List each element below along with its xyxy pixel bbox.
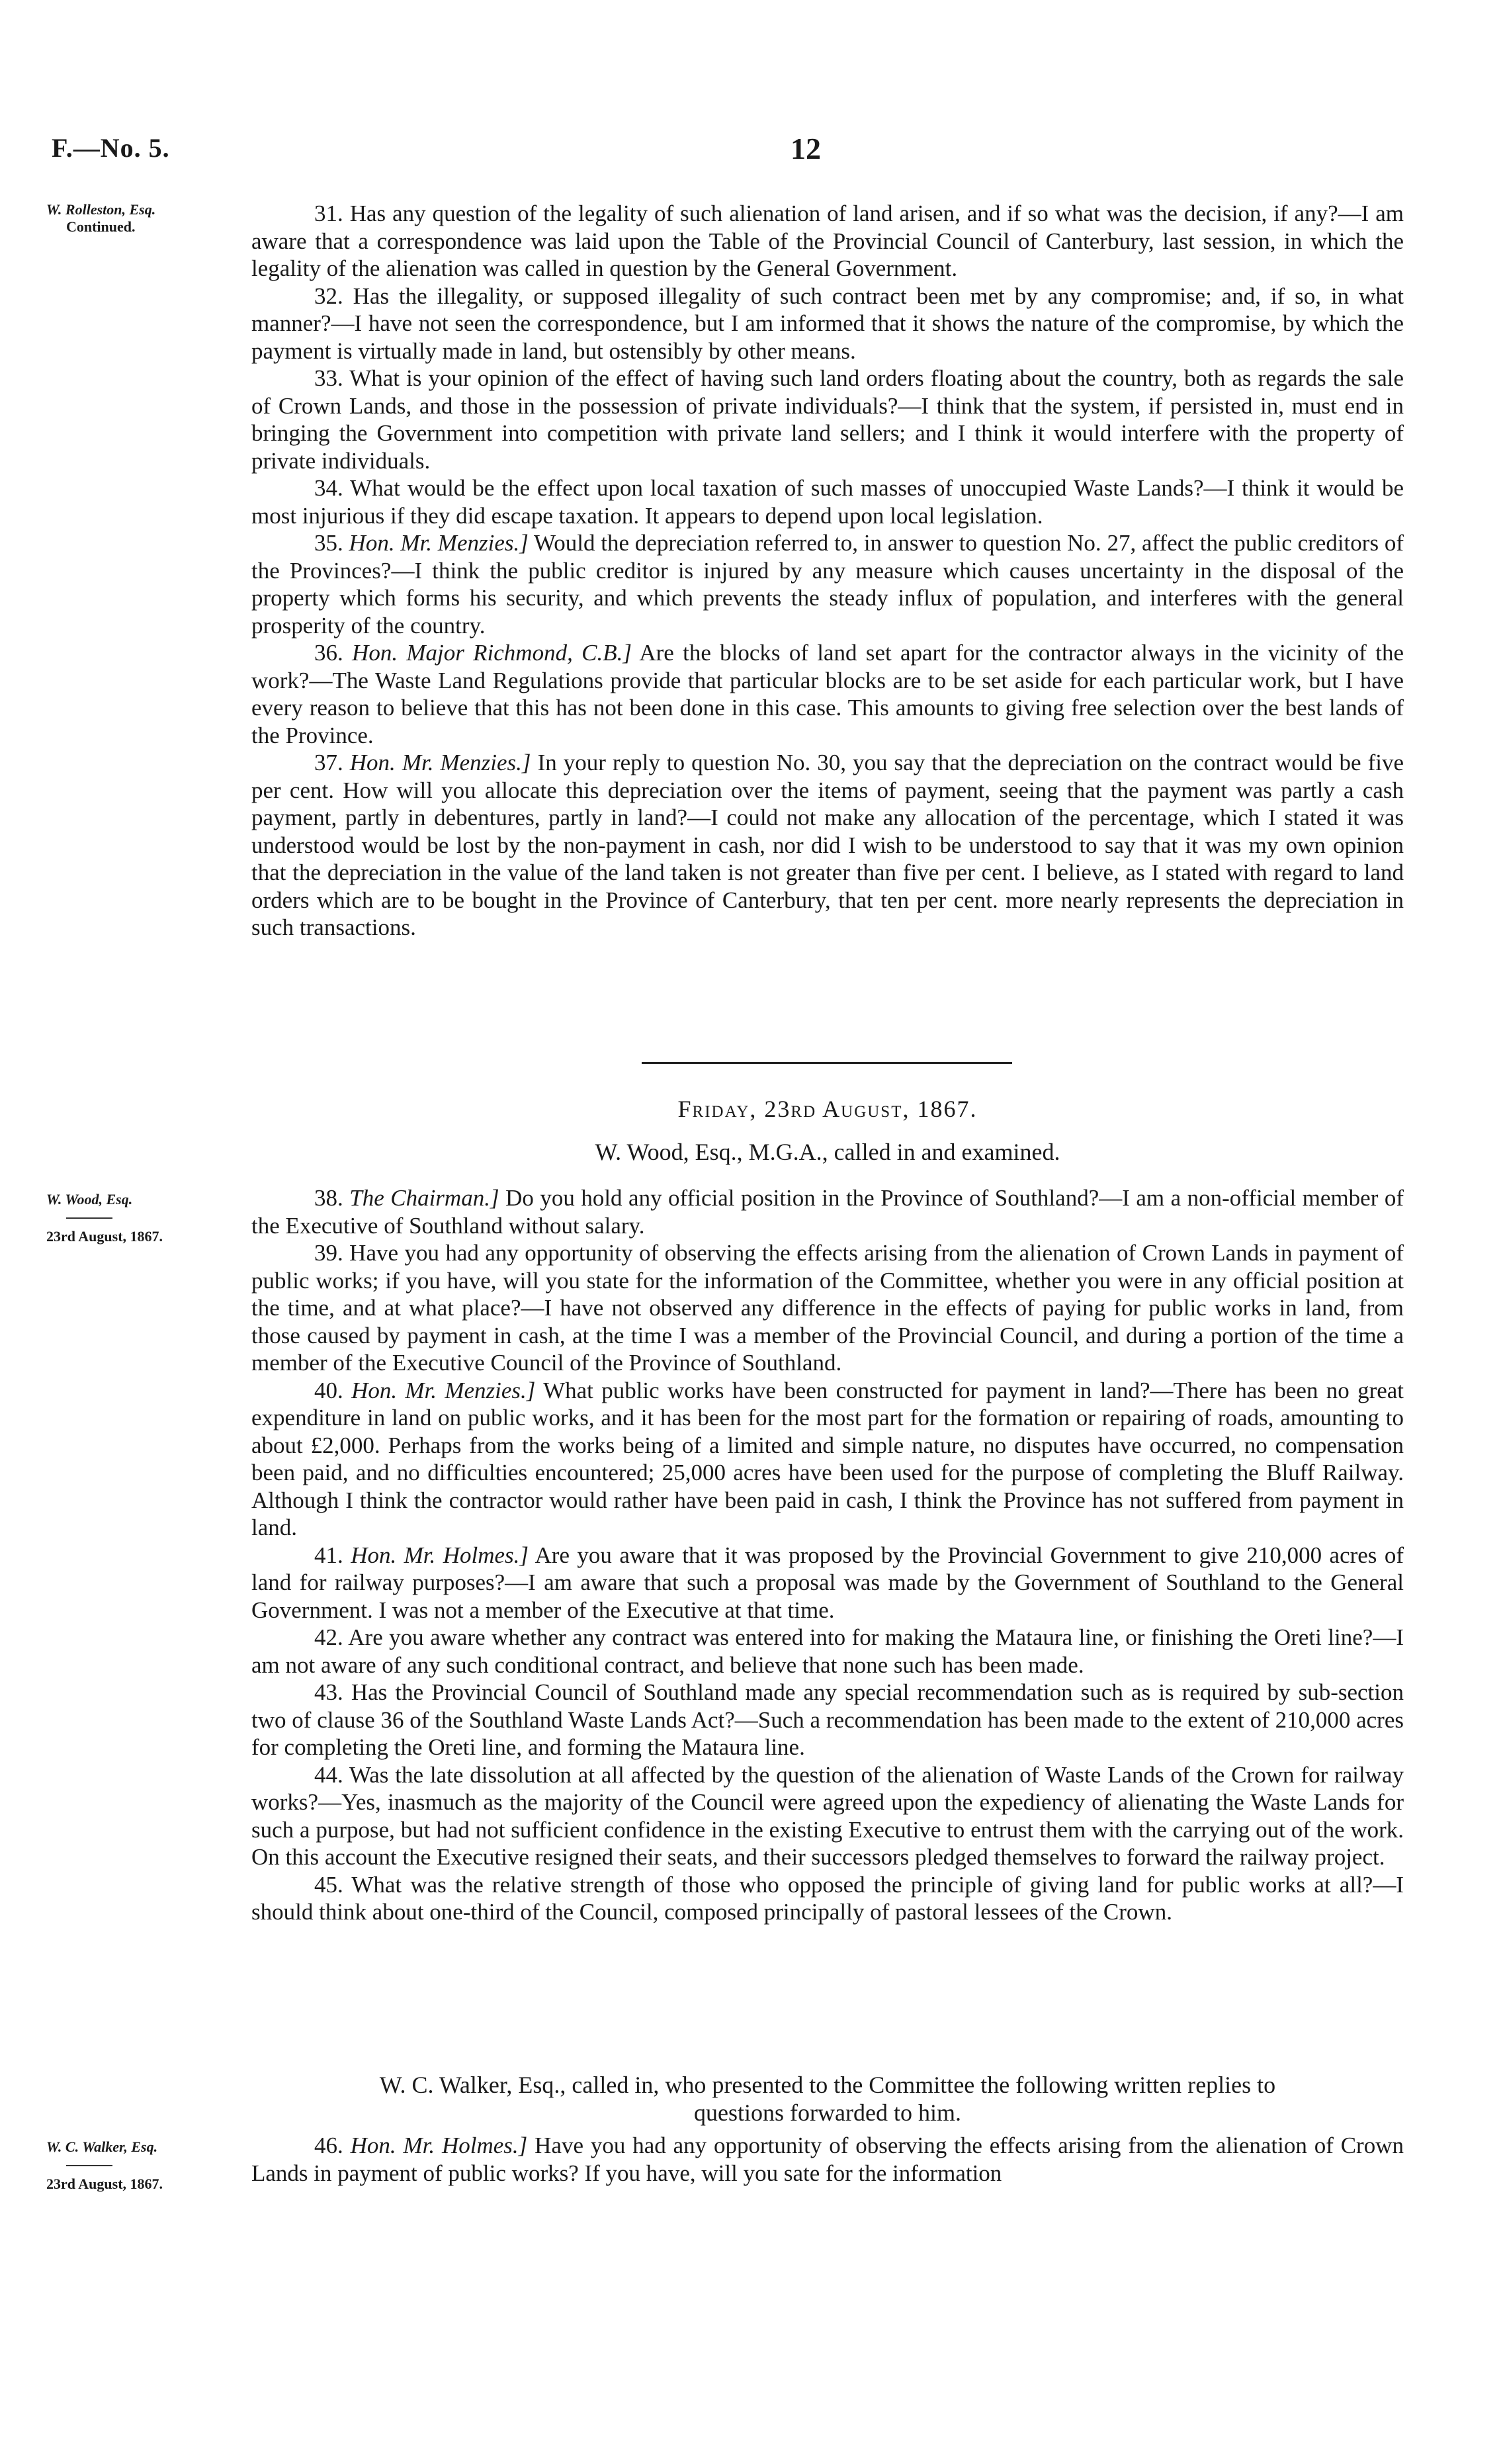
page-number: 12 <box>791 132 821 165</box>
margin-note-continued: Continued. <box>66 218 136 235</box>
question-46 <box>251 2132 1404 2187</box>
question-44: 44. Was the late dissolution at all affected by the question of the alienation of Waste Lands of the Crown for railway works?—Yes, inasmuch as the majority of the Council were agreed upon the expediency of alienating the Waste Lands for such a purpose, but had not sufficient confidence in the existing Executive to entrust them with the carrying out of the work. On this account the Executive resigned their seats, and their successors pledged themselves to forward the railway project. <box>251 1761 1404 1870</box>
margin-note-date: 23rd August, 1867. <box>46 1228 163 1245</box>
questioner: Hon. Mr. Menzies.] <box>349 750 531 775</box>
question-text: Would the depreciation referred to, in answer to question No. 27, affect the public creditors of the Provinces?—I think the public creditor is injured by any measure which causes uncertainty in the disposal of the property which forms his security, and which prevents the steady influx of population, and interferes with the general prosperity of the country. <box>251 530 1404 638</box>
witness-heading-wood: W. Wood, Esq., M.G.A., called in and examined. <box>595 1139 1060 1165</box>
question-33: 33. What is your opinion of the effect of having such land orders floating about the country, both as regards the sale of Crown Lands, and those in the possession of private individuals?—I think that the system, if persisted in, must end in bringing the Government into competition with private land sellers; and I think it would interfere with the property of private individuals. <box>251 365 1404 474</box>
question-text: Do you hold any official position in the Province of Southland?—I am a non-official member of the Executive of Southland without salary. <box>251 1185 1404 1239</box>
margin-note-walker <box>46 2138 238 2193</box>
margin-note-name: W. Wood, Esq. <box>46 1191 133 1208</box>
question-text: Have you had any opportunity of observing the effects arising from the alienation of Crown Lands in payment of public works? If you have, will you sate for the information <box>251 2133 1404 2186</box>
report-reference: F.—No. 5. <box>52 133 170 163</box>
question-38 <box>251 1184 1404 1239</box>
margin-note-name: W. Rolleston, Esq. <box>46 201 156 218</box>
margin-note-rule <box>66 2165 112 2166</box>
question-37 <box>251 749 1404 942</box>
questioner: Hon. Major Richmond, C.B.] <box>352 640 632 666</box>
questioner: The Chairman.] <box>349 1185 499 1211</box>
question-32: 32. Has the illegality, or supposed illegality of such contract been met by any compromise; and, if so, in what manner?—I have not seen the correspondence, but I am informed that it shows the nature of the compromise, by which the payment is virtually made in land, but ostensibly by other means. <box>251 283 1404 364</box>
question-43: 43. Has the Provincial Council of Southland made any special recommendation such as is required by sub-section two of clause 36 of the Southland Waste Lands Act?—Such a recommendation has been made to the extent of 210,000 acres for completing the Oreti line, and forming the Mataura line. <box>251 1679 1404 1760</box>
margin-note-wood <box>46 1191 238 1245</box>
margin-note-rule <box>66 1217 112 1219</box>
evidence-section-walker <box>251 2132 1404 2187</box>
section-divider <box>642 1062 1012 1064</box>
question-number: 35. <box>314 530 343 556</box>
questioner: Hon. Mr. Holmes.] <box>351 1542 529 1568</box>
question-text: Are you aware that it was proposed by the Provincial Government to give 210,000 acres of land for railway purposes?—I am aware that such a proposal was made by the Government of Southland to the General Government. I was not a member of the Executive at that time. <box>251 1542 1404 1623</box>
question-36 <box>251 639 1404 749</box>
evidence-section-wood <box>251 1184 1404 1926</box>
question-31: 31. Has any question of the legality of such alienation of land arisen, and if so what was the decision, if any?—I am aware that a correspondence was laid upon the Table of the Provincial Council of Canterbury, last session, in which the legality of the alienation was called in question by the General Government. <box>251 200 1404 281</box>
question-39: 39. Have you had any opportunity of observing the effects arising from the alienation of Crown Lands in payment of public works; if you have, will you state for the information of the Committee, whether you were in any official position at the time, and at what place?—I have not observed any difference in the effects of paying for public works in land, from those caused by payment in cash, at the time I was a member of the Provincial Council, and during a portion of the time a member of the Executive Council of the Province of Southland. <box>251 1240 1404 1376</box>
question-number: 46. <box>314 2133 343 2158</box>
question-34: 34. What would be the effect upon local taxation of such masses of unoccupied Waste Lands?—I think it would be most injurious if they did escape taxation. It appears to depend upon local legislation. <box>251 475 1404 529</box>
margin-note-rolleston <box>46 201 238 236</box>
witness-heading-walker <box>251 2071 1404 2127</box>
question-text: In your reply to question No. 30, you say that the depreciation on the contract would be five per cent. How will you allocate this depreciation over the items of payment, seeing that the payment was partly a cash payment, partly in debentures, partly in land?—I could not make any allocation of the percentage, which I stated it was understood would be lost by the non-payment in cash, nor did I wish to be understood to say that it was my own opinion that the depreciation in the value of the land taken is not greater than five per cent. I believe, as I stated with regard to land orders which are to be bought in the Province of Canterbury, that ten per cent. more nearly represents the depreciation in such transactions. <box>251 750 1404 940</box>
witness-heading-line: W. C. Walker, Esq., called in, who presented to the Committee the following written replies to <box>379 2072 1276 2098</box>
evidence-section-rolleston <box>251 200 1404 942</box>
questioner: Hon. Mr. Menzies.] <box>351 1377 536 1403</box>
question-text: What public works have been constructed for payment in land?—There has been no great expenditure in land on public works, and it has been for the most part for the formation or repairing of roads, amounting to about £2,000. Perhaps from the works being of a limited and simple nature, no disputes have occurred, no compensation been paid, and no difficulties encountered; 25,000 acres have been used for the purpose of completing the Bluff Railway. Although I think the contractor would rather have been paid in cash, I think the Province has not suffered from payment in land. <box>251 1377 1404 1540</box>
question-35 <box>251 529 1404 639</box>
question-42: 42. Are you aware whether any contract was entered into for making the Mataura line, or finishing the Oreti line?—I am not aware of any such conditional contract, and believe that none such has been made. <box>251 1624 1404 1678</box>
question-number: 41. <box>314 1542 343 1568</box>
question-text: Are the blocks of land set apart for the contractor always in the vicinity of the work?—The Waste Land Regulations provide that particular blocks are to be set aside for each particular work, but I have every reason to believe that this has not been done in this case. This amounts to giving free selection over the best lands of the Province. <box>251 640 1404 748</box>
margin-note-name: W. C. Walker, Esq. <box>46 2138 158 2155</box>
question-45: 45. What was the relative strength of those who opposed the principle of giving land for public works at all?—I should think about one-third of the Council, composed principally of pastoral lessees of the Crown. <box>251 1871 1404 1925</box>
question-40 <box>251 1377 1404 1542</box>
question-number: 38. <box>314 1185 343 1211</box>
witness-heading-line: questions forwarded to him. <box>694 2099 961 2126</box>
margin-note-date: 23rd August, 1867. <box>46 2176 163 2192</box>
date-heading: Friday, 23rd August, 1867. <box>677 1096 978 1122</box>
question-number: 37. <box>314 750 343 775</box>
questioner: Hon. Mr. Menzies.] <box>349 530 529 556</box>
questioner: Hon. Mr. Holmes.] <box>350 2133 528 2158</box>
question-41 <box>251 1542 1404 1624</box>
question-number: 36. <box>314 640 343 666</box>
question-number: 40. <box>314 1377 343 1403</box>
